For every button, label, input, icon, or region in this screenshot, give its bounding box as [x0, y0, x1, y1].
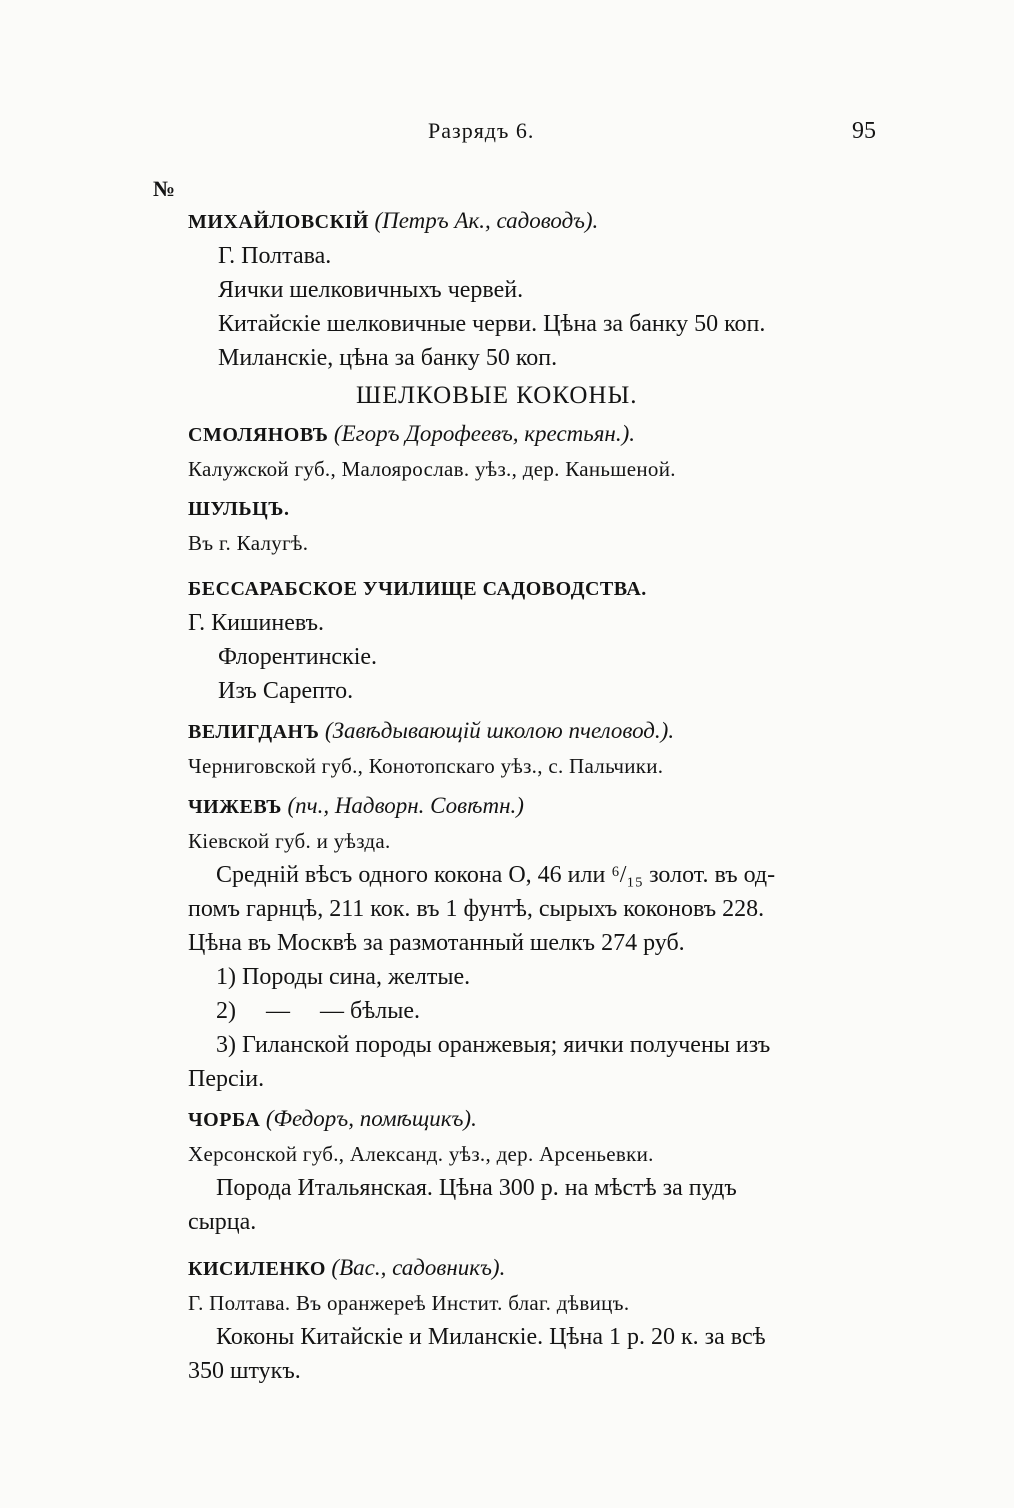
exhibitor-place: Г. Полтава. Въ оранжереѣ Инстит. благ. дѣвицъ. [188, 1291, 630, 1315]
entry-name-line [188, 1251, 878, 1286]
running-head: Разрядъ 6. [428, 118, 535, 143]
entry-name-line [188, 714, 878, 749]
entry-name-line [188, 204, 878, 239]
exhibitor-name: ШУЛЬЦЪ. [188, 498, 290, 520]
exhibitor-place: Калужской губ., Малоярослав. уѣз., дер. Каньшеной. [188, 457, 676, 481]
exhibitor-name: БЕССАРАБСКОЕ УЧИЛИЩЕ САДОВОДСТВА. [188, 578, 647, 600]
exhibitor-description: (пч., Надворн. Совѣтн.) [287, 793, 524, 818]
entry-name-line [188, 789, 878, 824]
exhibitor-place: Г. Полтава. [218, 243, 332, 269]
entry-text-line: Миланскіе, цѣна за банку 50 коп. [218, 345, 558, 371]
exhibitor-name: ЧИЖЕВЪ [188, 796, 282, 818]
entry-text-line: 350 штукъ. [188, 1358, 301, 1384]
entry-text-line: Флорентинскіе. [218, 644, 378, 670]
exhibitor-place: Въ г. Калугѣ. [188, 531, 309, 555]
exhibitor-description: (Егоръ Дорофеевъ, крестьян.). [333, 421, 635, 446]
exhibitor-place: Г. Кишиневъ. [188, 610, 324, 636]
exhibitor-description: (Федоръ, помѣщикъ). [265, 1106, 477, 1131]
exhibitor-description: (Вас., садовникъ). [331, 1255, 506, 1280]
entry-text-line: помъ гарнцѣ, 211 кок. въ 1 фунтѣ, сырыхъ коконовъ 228. [188, 896, 765, 922]
page-body [188, 204, 878, 1388]
entry-text-line: Яички шелковичныхъ червей. [218, 277, 524, 303]
entry-text-line: Среднiй вѣсъ одного кокона О, 46 или ⁶/₁₅ золот. въ од- [216, 862, 776, 888]
exhibitor-place: Херсонской губ., Александ. уѣз., дер. Арсеньевки. [188, 1142, 654, 1166]
page-number: 95 [852, 118, 876, 144]
entry-text-line: Коконы Китайскіе и Миланскіе. Цѣна 1 р. 20 к. за всѣ [216, 1324, 766, 1350]
list-item: 2) — — бѣлые. [216, 998, 420, 1024]
entry-text-line: Изъ Сарепто. [218, 678, 354, 704]
exhibitor-name: ВЕЛИГДАНЪ [188, 721, 320, 743]
exhibitor-name: ЧОРБА [188, 1109, 261, 1131]
exhibitor-place: Черниговской губ., Конотопскаго уѣз., с. Пальчики. [188, 754, 664, 778]
entry-text-line: Китайскіе шелковичные черви. Цѣна за банку 50 коп. [218, 311, 766, 337]
exhibitor-place: Кіевской губ. и уѣзда. [188, 829, 391, 853]
entry-text-line: Цѣна въ Москвѣ за размотанный шелкъ 274 руб. [188, 930, 685, 956]
entry-name-line [188, 1102, 878, 1137]
entry-text-line: Персіи. [188, 1066, 265, 1092]
entry-text-line: сырца. [188, 1209, 257, 1235]
exhibitor-name: СМОЛЯНОВЪ [188, 424, 329, 446]
page-header [0, 118, 1014, 154]
entry-text-line: Порода Итальянская. Цѣна 300 р. на мѣстѣ за пудъ [216, 1175, 737, 1201]
exhibitor-name: КИСИЛЕНКО [188, 1258, 326, 1280]
exhibitor-name: МИХАЙЛОВСКІЙ [188, 211, 369, 233]
exhibitor-description: (Петръ Ак., садоводъ). [374, 208, 599, 233]
list-item: 3) Гиланской породы оранжевыя; яички получены изъ [216, 1032, 771, 1058]
list-item: 1) Породы сина, желтые. [216, 964, 471, 990]
numero-mark: № [153, 176, 176, 201]
entry-name-line [188, 417, 878, 452]
exhibitor-description: (Завѣдывающій школою пчеловод.). [324, 718, 675, 743]
section-title: ШЕЛКОВЫЕ КОКОНЫ. [356, 382, 638, 409]
